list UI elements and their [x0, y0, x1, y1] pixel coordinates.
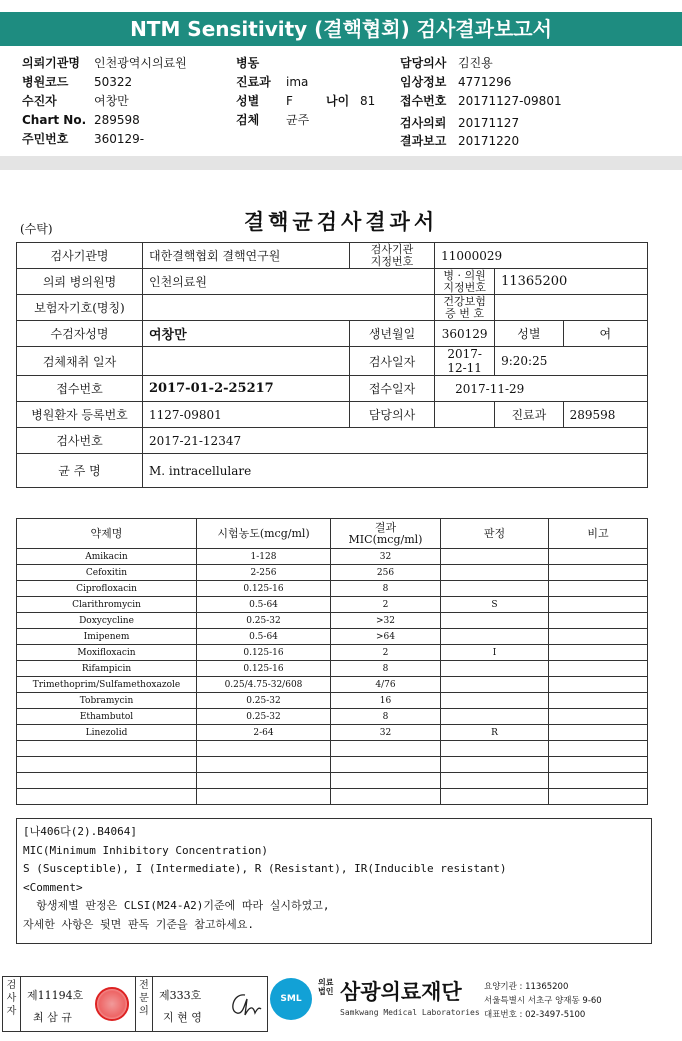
info-label-text: 병 · 의원 지정번호	[443, 268, 486, 294]
drug-cell-name: Tobramycin	[17, 693, 197, 709]
address: 서울특별시 서초구 양재동 9-60	[484, 996, 602, 1006]
header-label: 나이	[326, 94, 350, 108]
info-value: 9:20:25	[495, 347, 648, 376]
drug-cell-judge	[441, 757, 549, 773]
sml-logo-icon: SML	[270, 978, 312, 1020]
drug-cell-note	[549, 645, 648, 661]
header-label: 결과보고	[400, 134, 447, 148]
agency-number: 요양기관 : 11365200	[484, 982, 569, 992]
report-title: NTM Sensitivity (결핵협회) 검사결과보고서	[0, 12, 682, 46]
drug-cell-note	[549, 741, 648, 757]
header-label: 의뢰기관명	[22, 56, 80, 70]
info-label	[435, 269, 495, 295]
header-label: 검사의뢰	[400, 116, 447, 130]
signature-image	[223, 989, 263, 1019]
info-value: 2017-12-11	[435, 347, 495, 376]
drug-cell-judge: S	[441, 597, 549, 613]
drug-cell-conc	[197, 741, 331, 757]
info-label: 검체채취 일자	[17, 347, 143, 376]
info-label: 담당의사	[349, 402, 434, 428]
info-label-text: 검사기관 지정번호	[370, 242, 414, 268]
info-label: 생년월일	[349, 321, 434, 347]
header-label: 검체	[236, 113, 260, 127]
info-label	[349, 243, 434, 269]
info-label	[435, 295, 495, 321]
drug-cell-mic: 4/76	[331, 677, 441, 693]
drug-row	[17, 709, 648, 725]
drug-cell-note	[549, 565, 648, 581]
drug-cell-judge: R	[441, 725, 549, 741]
drug-cell-judge	[441, 661, 549, 677]
drug-cell-conc: 0.25-32	[197, 709, 331, 725]
drug-row	[17, 629, 648, 645]
drug-cell-conc	[197, 773, 331, 789]
header-value: 81	[360, 94, 376, 108]
info-value: 289598	[563, 402, 647, 428]
drug-cell-note	[549, 693, 648, 709]
info-label: 검사일자	[349, 347, 434, 376]
comment-box	[16, 818, 652, 944]
drug-cell-mic	[331, 789, 441, 805]
drug-row	[17, 757, 648, 773]
drug-cell-name	[17, 773, 197, 789]
drug-cell-mic: 16	[331, 693, 441, 709]
drug-cell-judge	[441, 629, 549, 645]
comment-line: <Comment>	[23, 880, 83, 894]
comment-line: [나406다(2).B4064]	[23, 825, 137, 838]
drug-cell-mic	[331, 757, 441, 773]
header-row-sex-age	[236, 92, 396, 110]
drug-cell-judge	[441, 709, 549, 725]
drug-cell-name: Ciprofloxacin	[17, 581, 197, 597]
col-header-note: 비고	[549, 519, 648, 549]
info-label: 의뢰 병의원명	[17, 269, 143, 295]
header-value: 여창만	[94, 94, 129, 108]
checker-name: 최 삼 규	[33, 1011, 72, 1024]
report-footer	[0, 972, 682, 1041]
drug-cell-conc: 2-64	[197, 725, 331, 741]
drug-cell-mic: 2	[331, 597, 441, 613]
seal-stamp	[95, 987, 129, 1021]
drug-cell-mic: 8	[331, 709, 441, 725]
specialist-label: 전 문 의	[135, 977, 153, 1031]
drug-cell-judge	[441, 773, 549, 789]
drug-cell-judge	[441, 565, 549, 581]
header-value: 4771296	[458, 75, 512, 89]
header-value: 김진용	[458, 56, 493, 70]
drug-row	[17, 581, 648, 597]
header-value: 289598	[94, 113, 140, 127]
drug-row	[17, 773, 648, 789]
drug-cell-name: Moxifloxacin	[17, 645, 197, 661]
drug-cell-conc: 0.125-16	[197, 581, 331, 597]
scanned-report	[4, 172, 678, 962]
section-separator	[0, 156, 682, 170]
drug-cell-name	[17, 789, 197, 805]
drug-cell-conc: 0.25-32	[197, 613, 331, 629]
info-label: 수검자성명	[17, 321, 143, 347]
header-value: 인천광역시의료원	[94, 56, 187, 70]
info-value: 인천의료원	[143, 269, 435, 295]
foundation-block	[340, 976, 480, 1017]
info-value: 대한결핵협회 결핵연구원	[143, 243, 350, 269]
info-value: 2017-21-12347	[143, 428, 648, 454]
drug-cell-mic: >32	[331, 613, 441, 629]
drug-row	[17, 613, 648, 629]
col-header-judge: 판정	[441, 519, 549, 549]
doc-title: 결핵균검사결과서	[243, 209, 439, 234]
drug-cell-name: Rifampicin	[17, 661, 197, 677]
drug-row	[17, 677, 648, 693]
drug-cell-note	[549, 789, 648, 805]
drug-row	[17, 549, 648, 565]
drug-row	[17, 741, 648, 757]
drug-cell-note	[549, 629, 648, 645]
drug-cell-conc: 0.25/4.75-32/608	[197, 677, 331, 693]
drug-cell-mic: 256	[331, 565, 441, 581]
header-value: 50322	[94, 75, 133, 89]
drug-cell-mic: 8	[331, 581, 441, 597]
header-value: 20171127	[458, 116, 520, 130]
foundation-info	[484, 980, 602, 1022]
header-label: 담당의사	[400, 56, 447, 70]
drug-cell-note	[549, 725, 648, 741]
drug-cell-mic: 32	[331, 549, 441, 565]
drug-cell-mic	[331, 773, 441, 789]
drug-cell-name: Doxycycline	[17, 613, 197, 629]
header-label: 수진자	[22, 94, 57, 108]
info-value: 여창만	[143, 321, 350, 347]
drug-cell-note	[549, 581, 648, 597]
info-value: M. intracellulare	[143, 454, 648, 488]
drug-row	[17, 693, 648, 709]
drug-row	[17, 661, 648, 677]
header-label: 주민번호	[22, 132, 69, 146]
drug-cell-judge	[441, 789, 549, 805]
drug-cell-note	[549, 709, 648, 725]
drug-cell-judge	[441, 693, 549, 709]
foundation-name: 삼광의료재단	[340, 980, 462, 1004]
drug-cell-note	[549, 597, 648, 613]
drug-cell-mic: 8	[331, 661, 441, 677]
col-header-drug: 약제명	[17, 519, 197, 549]
header-label: Chart No.	[22, 113, 87, 127]
drug-cell-name	[17, 741, 197, 757]
info-value: 11000029	[435, 243, 648, 269]
drug-row	[17, 725, 648, 741]
drug-cell-mic: >64	[331, 629, 441, 645]
header-value: 20171220	[458, 134, 520, 148]
info-label: 진료과	[495, 402, 564, 428]
drug-cell-note	[549, 677, 648, 693]
drug-cell-conc: 0.5-64	[197, 629, 331, 645]
drug-row	[17, 645, 648, 661]
drug-row	[17, 565, 648, 581]
info-label: 균 주 명	[17, 454, 143, 488]
col-header-conc: 시험농도(mcg/ml)	[197, 519, 331, 549]
foundation-english: Samkwang Medical Laboratories	[340, 1008, 480, 1017]
info-value: 2017-11-29	[435, 376, 648, 402]
info-value	[143, 295, 435, 321]
drug-cell-mic: 2	[331, 645, 441, 661]
header-label: 진료과	[236, 75, 271, 89]
header-label: 병원코드	[22, 75, 69, 89]
header-label: 성별	[236, 94, 260, 108]
info-label: 병원환자 등록번호	[17, 402, 143, 428]
header-label: 임상정보	[400, 75, 447, 89]
corp-prefix: 의료 법인	[318, 978, 334, 996]
comment-line: 항생제별 판정은 CLSI(M24-A2)기준에 따라 실시하였고,	[23, 899, 330, 912]
checker-label: 검 사 자	[3, 977, 21, 1031]
drug-cell-note	[549, 757, 648, 773]
drug-cell-judge	[441, 581, 549, 597]
info-value: 2017-01-2-25217	[143, 376, 350, 402]
col-header-mic-text: 결과 MIC(mcg/ml)	[348, 520, 423, 546]
drug-cell-judge: I	[441, 645, 549, 661]
header-label: 병동	[236, 56, 260, 70]
info-table	[16, 242, 648, 488]
drug-cell-name: Linezolid	[17, 725, 197, 741]
drug-cell-conc: 0.5-64	[197, 597, 331, 613]
phone: 대표번호 : 02-3497-5100	[484, 1010, 586, 1020]
drug-cell-conc: 0.125-16	[197, 661, 331, 677]
header-value: F	[286, 94, 293, 108]
drug-cell-judge	[441, 613, 549, 629]
drug-table	[16, 518, 648, 805]
header-label: 접수번호	[400, 94, 447, 108]
info-value: 여	[563, 321, 647, 347]
header-value: 360129-	[94, 132, 145, 146]
drug-cell-name: Cefoxitin	[17, 565, 197, 581]
drug-cell-conc	[197, 757, 331, 773]
drug-cell-judge	[441, 741, 549, 757]
signature-box	[2, 976, 268, 1032]
col-header-mic	[331, 519, 441, 549]
drug-cell-judge	[441, 677, 549, 693]
header-value: 균주	[286, 113, 310, 127]
drug-cell-name: Clarithromycin	[17, 597, 197, 613]
report-header	[0, 52, 682, 152]
info-value	[143, 347, 350, 376]
comment-line: MIC(Minimum Inhibitory Concentration)	[23, 843, 269, 857]
drug-cell-conc: 2-256	[197, 565, 331, 581]
info-value	[435, 402, 495, 428]
info-label: 검사기관명	[17, 243, 143, 269]
info-label: 접수일자	[349, 376, 434, 402]
specialist-name: 지 현 영	[163, 1011, 202, 1024]
info-value: 11365200	[495, 269, 648, 295]
info-value	[495, 295, 648, 321]
drug-row	[17, 789, 648, 805]
drug-cell-note	[549, 773, 648, 789]
drug-cell-note	[549, 613, 648, 629]
drug-cell-name: Ethambutol	[17, 709, 197, 725]
drug-cell-judge	[441, 549, 549, 565]
drug-cell-mic: 32	[331, 725, 441, 741]
checker-number: 제11194호	[27, 989, 84, 1002]
info-label: 접수번호	[17, 376, 143, 402]
info-label: 검사번호	[17, 428, 143, 454]
header-value: ima	[286, 75, 309, 89]
drug-cell-note	[549, 661, 648, 677]
info-value: 360129	[435, 321, 495, 347]
drug-cell-mic	[331, 741, 441, 757]
drug-cell-conc	[197, 789, 331, 805]
specialist-number: 제333호	[159, 989, 202, 1002]
drug-cell-name: Trimethoprim/Sulfamethoxazole	[17, 677, 197, 693]
info-label: 보험자기호(명칭)	[17, 295, 143, 321]
comment-line: 자세한 사항은 뒷면 판독 기준을 참고하세요.	[23, 917, 255, 931]
header-value: 20171127-09801	[458, 94, 562, 108]
comment-line: S (Susceptible), I (Intermediate), R (Resistant), IR(Inducible resistant)	[23, 862, 507, 875]
drug-cell-conc: 0.25-32	[197, 693, 331, 709]
drug-cell-conc: 1-128	[197, 549, 331, 565]
drug-cell-name	[17, 757, 197, 773]
drug-cell-name: Imipenem	[17, 629, 197, 645]
info-label-text: 건강보험 증 번 호	[443, 294, 486, 320]
doc-subtitle: (수탁)	[20, 222, 53, 236]
drug-cell-name: Amikacin	[17, 549, 197, 565]
drug-row	[17, 597, 648, 613]
drug-cell-conc: 0.125-16	[197, 645, 331, 661]
drug-cell-note	[549, 549, 648, 565]
info-value: 1127-09801	[143, 402, 350, 428]
info-label: 성별	[495, 321, 564, 347]
